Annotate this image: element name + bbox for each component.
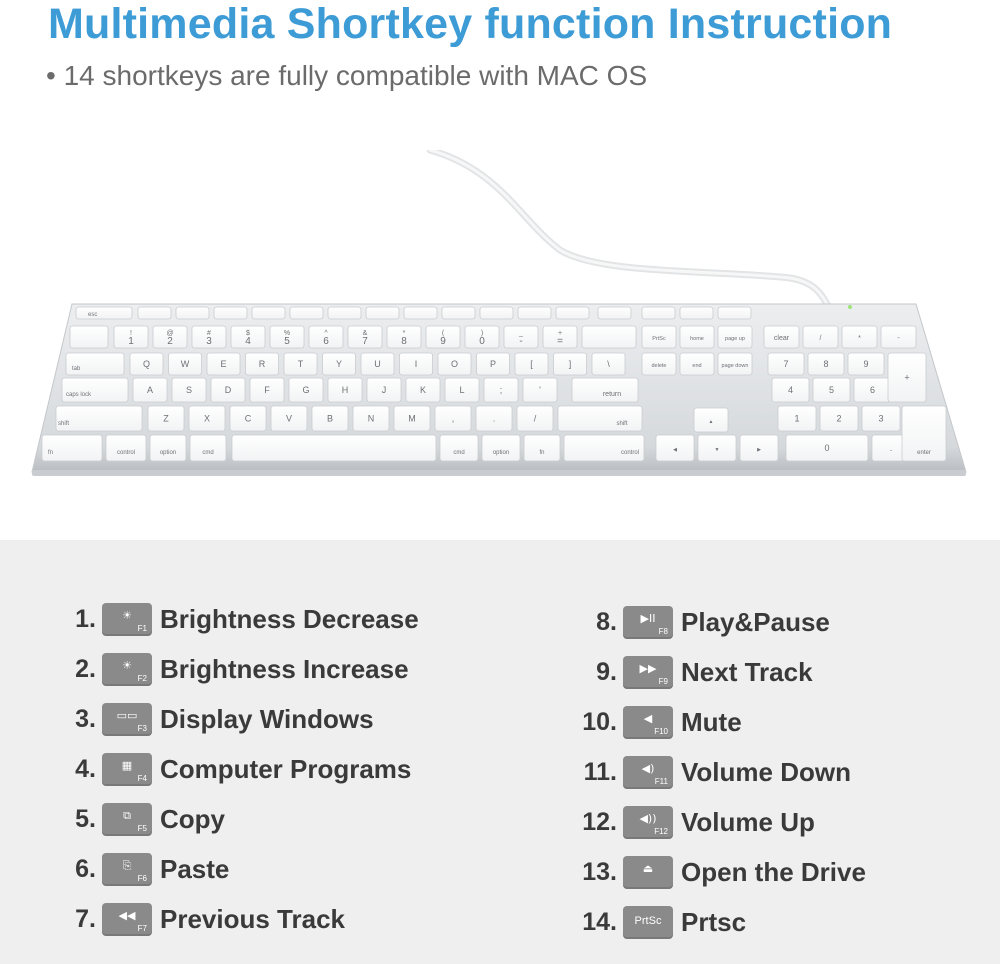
numpad-key-label: 1 bbox=[794, 413, 800, 424]
keyboard-cable bbox=[430, 150, 828, 306]
caps-lock-key-label: caps lock bbox=[66, 392, 92, 398]
numpad-key bbox=[862, 406, 900, 431]
number-key-upper-label: _ bbox=[519, 330, 523, 337]
key-symbol-icon: ⧉ bbox=[123, 808, 131, 822]
shortcut-label: Play&Pause bbox=[681, 606, 830, 637]
option-key-right bbox=[482, 435, 520, 461]
number-key-upper-label: % bbox=[283, 330, 291, 337]
letter-key-label: N bbox=[367, 413, 375, 424]
numpad-key-label: 4 bbox=[787, 385, 794, 395]
function-key-icon bbox=[623, 906, 673, 939]
number-key-label: 1 bbox=[128, 336, 134, 347]
function-key bbox=[328, 307, 361, 319]
key-fn-label: F10 bbox=[654, 726, 668, 736]
tab-key-label: tab bbox=[72, 366, 81, 372]
key-symbol-icon: ☀ bbox=[122, 608, 132, 622]
option-key-right-label: option bbox=[492, 450, 510, 456]
function-key bbox=[442, 307, 475, 319]
letter-key-label: L bbox=[459, 385, 465, 395]
function-key bbox=[290, 307, 323, 319]
letter-key bbox=[435, 406, 471, 431]
function-key-icon bbox=[102, 803, 152, 836]
control-key bbox=[106, 435, 146, 461]
numpad-key bbox=[820, 406, 858, 431]
key-symbol-icon: ◀ bbox=[643, 711, 653, 725]
number-key-upper-label: ) bbox=[480, 330, 484, 337]
letter-key bbox=[445, 378, 479, 402]
caps-lock-key bbox=[62, 378, 128, 402]
letter-key bbox=[130, 353, 163, 375]
function-key bbox=[556, 307, 589, 319]
shortcut-number: 11. bbox=[583, 757, 617, 786]
letter-key bbox=[133, 378, 167, 402]
key-fn-label: F3 bbox=[137, 723, 147, 733]
control-key-label: control bbox=[116, 450, 136, 456]
letter-key-label: O bbox=[450, 359, 459, 369]
shortcut-item bbox=[50, 851, 229, 887]
shift-key-right-label: shift bbox=[616, 421, 628, 427]
number-key-upper-label: + bbox=[557, 330, 563, 337]
esc-key-label: esc bbox=[88, 312, 98, 318]
left-arrow-key bbox=[656, 435, 694, 461]
letter-key bbox=[554, 353, 587, 375]
letter-key bbox=[172, 378, 206, 402]
shortcut-number: 6. bbox=[75, 854, 96, 883]
letter-key-label: D bbox=[224, 385, 232, 395]
numpad-key bbox=[881, 326, 916, 348]
right-arrow-key bbox=[740, 435, 778, 461]
letter-key-label: C bbox=[244, 413, 252, 424]
key-symbol-icon: ▶▶ bbox=[639, 661, 657, 675]
option-key-label: option bbox=[159, 450, 177, 456]
key-fn-label: F7 bbox=[137, 923, 147, 933]
function-key-icon bbox=[102, 653, 152, 686]
letter-key bbox=[312, 406, 348, 431]
letter-key bbox=[477, 353, 510, 375]
numpad-key-label: 7 bbox=[783, 359, 789, 369]
return-key bbox=[572, 378, 638, 402]
letter-key-label: , bbox=[451, 413, 455, 424]
letter-key-label: P bbox=[489, 359, 497, 369]
key-fn-label: F5 bbox=[137, 823, 147, 833]
down-arrow-key bbox=[698, 435, 736, 461]
letter-key-label: H bbox=[341, 385, 349, 395]
shortcut-label: Prtsc bbox=[681, 906, 747, 937]
nav-key-label: page up bbox=[725, 336, 745, 342]
spacebar bbox=[232, 435, 436, 461]
letter-key bbox=[246, 353, 279, 375]
letter-key bbox=[323, 353, 356, 375]
key-fn-label: F1 bbox=[137, 623, 147, 633]
letter-key bbox=[230, 406, 266, 431]
numpad-dot-key-label: . bbox=[889, 443, 893, 453]
letter-key bbox=[211, 378, 245, 402]
fn-key-right bbox=[524, 435, 560, 461]
number-key-label: 3 bbox=[206, 336, 212, 347]
nav-key bbox=[680, 326, 714, 348]
key-fn-label: F2 bbox=[137, 673, 147, 683]
function-key bbox=[404, 307, 437, 319]
option-key bbox=[150, 435, 186, 461]
function-key-icon bbox=[102, 753, 152, 786]
nav-key bbox=[718, 353, 752, 375]
shortcut-number: 12. bbox=[582, 807, 617, 836]
key-text: PrtSc bbox=[634, 914, 662, 927]
letter-key bbox=[394, 406, 430, 431]
up-arrow-key-label: ▲ bbox=[708, 419, 714, 425]
left-arrow-key-label: ◀ bbox=[673, 447, 677, 453]
number-key-label: 0 bbox=[479, 336, 485, 347]
letter-key bbox=[271, 406, 307, 431]
cmd-key-right-label: cmd bbox=[453, 450, 465, 456]
letter-key-label: A bbox=[146, 385, 154, 395]
numpad-key bbox=[778, 406, 816, 431]
letter-key-label: S bbox=[185, 385, 193, 395]
letter-key-label: Y bbox=[335, 359, 343, 369]
shortcut-item bbox=[50, 751, 411, 787]
fn-key bbox=[42, 435, 102, 461]
shortcut-item bbox=[50, 701, 374, 737]
letter-key-label: I bbox=[414, 359, 418, 369]
numpad-key-label: 5 bbox=[828, 385, 835, 395]
cmd-key-right bbox=[440, 435, 478, 461]
numpad-key-label: 8 bbox=[823, 359, 829, 369]
shortcut-label: Computer Programs bbox=[160, 753, 412, 784]
letter-key-label: F bbox=[264, 385, 270, 395]
letter-key bbox=[367, 378, 401, 402]
key-fn-label: F8 bbox=[658, 626, 668, 636]
shortcut-legend-panel bbox=[0, 540, 1000, 964]
number-key-label: 2 bbox=[167, 336, 173, 347]
number-key-label: 6 bbox=[323, 336, 329, 347]
letter-key-label: [ bbox=[530, 359, 533, 369]
letter-key bbox=[361, 353, 394, 375]
function-key bbox=[366, 307, 399, 319]
nav-key-label: delete bbox=[651, 363, 667, 369]
function-key-icon bbox=[623, 856, 673, 889]
shortcut-number: 7. bbox=[75, 904, 96, 933]
shortcut-number: 1. bbox=[75, 604, 96, 633]
shortcut-item bbox=[555, 804, 815, 840]
shortcut-number: 5. bbox=[75, 804, 96, 833]
shortcut-label: Copy bbox=[160, 803, 225, 834]
return-key-label: return bbox=[602, 391, 622, 398]
fn-key-right-label: fn bbox=[539, 450, 545, 456]
media-key bbox=[642, 307, 675, 319]
keyboard-illustration bbox=[0, 150, 1000, 500]
numpad-key bbox=[808, 353, 844, 375]
shortcut-number: 10. bbox=[582, 707, 617, 736]
shortcut-label: Paste bbox=[160, 853, 230, 884]
function-key bbox=[480, 307, 513, 319]
shortcut-label: Volume Down bbox=[681, 756, 851, 787]
function-key-icon bbox=[623, 806, 673, 839]
backspace-key bbox=[582, 326, 636, 348]
shortcut-item bbox=[555, 754, 851, 790]
up-arrow-key bbox=[694, 408, 728, 432]
tab-key bbox=[66, 353, 124, 375]
letter-key bbox=[148, 406, 184, 431]
letter-key bbox=[406, 378, 440, 402]
function-key bbox=[518, 307, 551, 319]
shortcut-number: 13. bbox=[582, 857, 617, 886]
numpad-enter-key bbox=[902, 406, 946, 461]
shortcut-item bbox=[50, 901, 345, 937]
media-key bbox=[718, 307, 751, 319]
letter-key bbox=[476, 406, 512, 431]
nav-key bbox=[642, 326, 676, 348]
number-key-upper-label: ( bbox=[441, 330, 445, 337]
number-key-label: 9 bbox=[440, 336, 446, 347]
key-fn-label: F9 bbox=[658, 676, 668, 686]
letter-key-label: K bbox=[419, 385, 427, 395]
shortcut-label: Volume Up bbox=[681, 806, 815, 837]
control-key-right bbox=[564, 435, 644, 461]
numpad-plus-key-label: + bbox=[904, 372, 910, 383]
key-symbol-icon: ☀ bbox=[122, 658, 132, 672]
function-key-icon bbox=[102, 703, 152, 736]
letter-key-label: U bbox=[374, 359, 381, 369]
number-key-label: 7 bbox=[362, 336, 368, 347]
shift-key-right bbox=[558, 406, 642, 431]
shift-key-left bbox=[56, 406, 142, 431]
down-arrow-key-label: ▼ bbox=[714, 447, 720, 453]
letter-key-label: Z bbox=[163, 413, 169, 424]
key-symbol-icon: ◀) bbox=[641, 761, 655, 775]
number-key-label: - bbox=[519, 336, 523, 347]
shortcut-item bbox=[555, 604, 830, 640]
letter-key-label: B bbox=[326, 413, 334, 424]
number-key-label: 5 bbox=[284, 336, 290, 347]
nav-key bbox=[642, 353, 676, 375]
letter-key bbox=[189, 406, 225, 431]
shortcut-item bbox=[50, 801, 225, 837]
letter-key-label: V bbox=[285, 413, 293, 424]
letter-key bbox=[523, 378, 557, 402]
numpad-key-label: / bbox=[819, 335, 822, 342]
key-symbol-icon: ▦ bbox=[121, 758, 133, 772]
letter-key-label: \ bbox=[607, 359, 610, 369]
shortcut-item bbox=[555, 704, 742, 740]
shortcut-item bbox=[555, 854, 866, 890]
nav-key bbox=[680, 353, 714, 375]
key-symbol-icon: ⏏ bbox=[642, 861, 654, 875]
number-key-upper-label: @ bbox=[166, 330, 174, 337]
key-fn-label: F11 bbox=[654, 776, 668, 786]
nav-key-label: PrtSc bbox=[652, 336, 666, 342]
letter-key bbox=[289, 378, 323, 402]
letter-key bbox=[284, 353, 317, 375]
shortcut-item bbox=[50, 601, 419, 637]
shortcut-label: Brightness Decrease bbox=[160, 603, 419, 634]
number-key-upper-label: * bbox=[402, 330, 406, 337]
function-key-icon bbox=[102, 903, 152, 936]
letter-key-label: E bbox=[220, 359, 227, 369]
numpad-zero-key bbox=[786, 435, 868, 461]
key-symbol-icon: ⎘ bbox=[122, 858, 132, 872]
letter-key-label: . bbox=[492, 413, 496, 424]
letter-key-label: / bbox=[533, 413, 537, 424]
shortcut-label: Display Windows bbox=[160, 703, 374, 734]
shortcut-number: 3. bbox=[75, 704, 96, 733]
numpad-key bbox=[768, 353, 804, 375]
key-fn-label: F12 bbox=[654, 826, 668, 836]
keyboard-image bbox=[0, 150, 1000, 500]
letter-key bbox=[592, 353, 625, 375]
number-key-upper-label: & bbox=[362, 330, 368, 337]
control-key-right-label: control bbox=[620, 450, 640, 456]
number-key-label: 8 bbox=[401, 336, 407, 347]
numpad-key-label: 9 bbox=[863, 359, 869, 369]
letter-key-label: G bbox=[302, 385, 310, 395]
number-key-label: 4 bbox=[245, 336, 251, 347]
letter-key-label: Q bbox=[142, 359, 151, 369]
numpad-enter-key-label: enter bbox=[917, 450, 931, 456]
numpad-key-label: * bbox=[858, 335, 861, 342]
shortcut-item bbox=[555, 904, 746, 940]
function-key bbox=[252, 307, 285, 319]
numpad-key-label: clear bbox=[773, 335, 790, 342]
status-led bbox=[848, 305, 852, 309]
number-key-upper-label: $ bbox=[246, 330, 250, 337]
right-arrow-key-label: ▶ bbox=[757, 447, 761, 453]
numpad-plus-key bbox=[888, 353, 926, 402]
function-key-icon bbox=[623, 606, 673, 639]
numpad-key bbox=[764, 326, 799, 348]
function-key-icon bbox=[623, 756, 673, 789]
shortcut-number: 9. bbox=[596, 657, 617, 686]
key-fn-label: F4 bbox=[137, 773, 147, 783]
page-subtitle: • 14 shortkeys are fully compatible with MAC OS bbox=[46, 60, 648, 91]
function-key-icon bbox=[102, 603, 152, 636]
shortcut-number: 8. bbox=[596, 607, 617, 636]
letter-key-label: R bbox=[258, 359, 266, 369]
cmd-key bbox=[190, 435, 226, 461]
cmd-key-label: cmd bbox=[202, 450, 214, 456]
key-symbol-icon: ◀◀ bbox=[118, 908, 136, 922]
numpad-key-label: 6 bbox=[869, 385, 876, 395]
letter-key bbox=[517, 406, 553, 431]
eject-key bbox=[598, 307, 631, 319]
nav-key-label: end bbox=[692, 363, 702, 369]
letter-key-label: ; bbox=[499, 385, 503, 395]
letter-key bbox=[438, 353, 471, 375]
shortcut-label: Next Track bbox=[681, 656, 813, 687]
numpad-key bbox=[848, 353, 884, 375]
function-key bbox=[176, 307, 209, 319]
media-key bbox=[680, 307, 713, 319]
shortcut-label: Brightness Increase bbox=[160, 653, 409, 684]
letter-key bbox=[353, 406, 389, 431]
backtick-key bbox=[70, 326, 108, 348]
shortcut-item bbox=[555, 654, 813, 690]
numpad-key bbox=[842, 326, 877, 348]
shortcut-label: Mute bbox=[681, 706, 742, 737]
letter-key bbox=[207, 353, 240, 375]
fn-key-label: fn bbox=[48, 450, 54, 456]
key-fn-label: F6 bbox=[137, 873, 147, 883]
letter-key bbox=[169, 353, 202, 375]
function-key-icon bbox=[623, 706, 673, 739]
numpad-key-label: - bbox=[897, 335, 900, 342]
numpad-key-label: 3 bbox=[878, 413, 884, 424]
key-symbol-icon: ◀)) bbox=[639, 811, 657, 825]
shortcut-number: 4. bbox=[75, 754, 96, 783]
numpad-key bbox=[803, 326, 838, 348]
number-key-upper-label: ! bbox=[130, 330, 132, 337]
nav-key-label: page down bbox=[721, 363, 749, 369]
letter-key-label: M bbox=[408, 413, 416, 424]
number-key-label: = bbox=[557, 336, 563, 347]
letter-key bbox=[484, 378, 518, 402]
shortcut-label: Previous Track bbox=[160, 903, 345, 934]
numpad-key bbox=[772, 378, 809, 402]
numpad-key bbox=[854, 378, 891, 402]
letter-key bbox=[250, 378, 284, 402]
function-key bbox=[214, 307, 247, 319]
letter-key-label: ' bbox=[539, 385, 541, 395]
nav-key bbox=[718, 326, 752, 348]
shortcut-number: 14. bbox=[582, 907, 617, 936]
letter-key-label: W bbox=[180, 359, 190, 369]
esc-key bbox=[76, 307, 132, 319]
function-key-icon bbox=[102, 853, 152, 886]
number-key-upper-label: # bbox=[207, 330, 211, 337]
letter-key-label: T bbox=[297, 359, 304, 369]
numpad-key bbox=[813, 378, 850, 402]
letter-key-label: ] bbox=[568, 359, 572, 369]
letter-key bbox=[400, 353, 433, 375]
nav-key-label: home bbox=[690, 336, 704, 342]
letter-key bbox=[328, 378, 362, 402]
key-symbol-icon: ▶II bbox=[640, 611, 656, 625]
number-key-upper-label: ^ bbox=[324, 330, 328, 337]
function-key bbox=[138, 307, 171, 319]
shift-key-left-label: shift bbox=[58, 421, 70, 427]
function-key-icon bbox=[623, 656, 673, 689]
shortcut-label: Open the Drive bbox=[681, 856, 866, 887]
shortcut-number: 2. bbox=[75, 654, 96, 683]
letter-key-label: J bbox=[381, 385, 387, 395]
letter-key-label: X bbox=[203, 413, 211, 424]
letter-key bbox=[515, 353, 548, 375]
key-symbol-icon: ▭▭ bbox=[116, 708, 138, 722]
numpad-key-label: 2 bbox=[836, 413, 842, 424]
shortcut-item bbox=[50, 651, 409, 687]
numpad-zero-key-label: 0 bbox=[824, 443, 830, 453]
page-title: Multimedia Shortkey function Instruction bbox=[48, 0, 893, 48]
